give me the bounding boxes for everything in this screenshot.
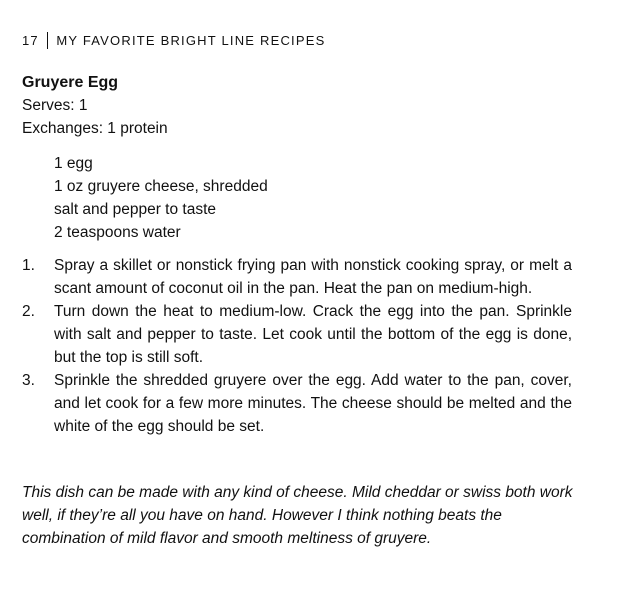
recipe-note: This dish can be made with any kind of cheese. Mild cheddar or swiss both work well, if they’re all you have on hand. However I think nothing beats the combination of mild flavor and smooth meltiness of gruyere. — [22, 484, 573, 547]
step-text: Sprinkle the shredded gruyere over the egg. Add water to the pan, cover, and let cook for a few more minutes. The cheese should be melted and the white of the egg should be set. — [54, 372, 572, 435]
step-text: Turn down the heat to medium-low. Crack the egg into the pan. Sprinkle with salt and pepper to taste. Let cook until the bottom of the egg is done, but the top is still soft. — [54, 303, 572, 366]
recipe-title: Gruyere Egg — [22, 74, 119, 91]
step-text: Spray a skillet or nonstick frying pan with nonstick cooking spray, or melt a scant amount of coconut oil in the pan. Heat the pan on medium-high. — [54, 257, 572, 297]
ingredient-list — [54, 152, 268, 244]
step-number: 3. — [22, 372, 35, 389]
page-number: 17 — [22, 33, 39, 48]
step-item — [22, 369, 572, 438]
step-item — [22, 254, 572, 300]
step-number: 1. — [22, 257, 35, 274]
serves-line: Serves: 1 — [22, 97, 88, 114]
exchanges-line: Exchanges: 1 protein — [22, 120, 168, 137]
book-title: MY FAVORITE BRIGHT LINE RECIPES — [56, 33, 326, 48]
instruction-steps — [22, 254, 572, 438]
step-number: 2. — [22, 303, 35, 320]
ingredient-item: salt and pepper to taste — [54, 201, 217, 218]
ingredient-item: 1 egg — [54, 155, 93, 172]
page-header — [22, 32, 325, 49]
ingredient-item: 2 teaspoons water — [54, 224, 181, 241]
step-item — [22, 300, 572, 369]
header-divider — [47, 32, 49, 49]
ingredient-item: 1 oz gruyere cheese, shredded — [54, 178, 268, 195]
